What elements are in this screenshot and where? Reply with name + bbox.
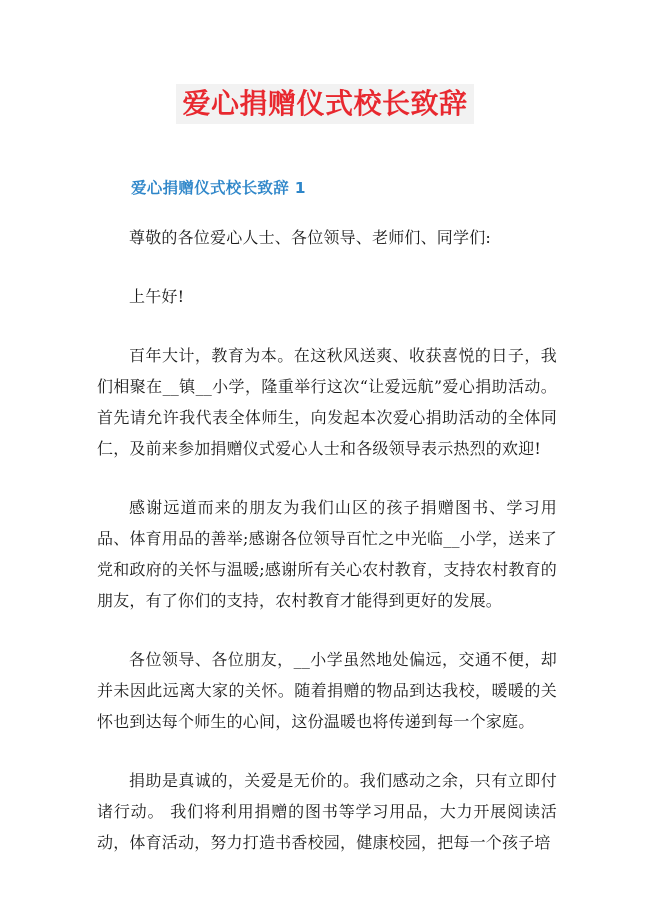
document-body	[97, 222, 557, 886]
body-paragraph: 捐助是真诚的，关爱是无价的。我们感动之余，只有立即付诸行动。 我们将利用捐赠的图书等学习用品，大力开展阅读活动，体育活动，努力打造书香校园，健康校园，把每一个孩子培	[97, 771, 557, 852]
body-paragraph: 感谢远道而来的朋友为我们山区的孩子捐赠图书、学习用品、体育用品的善举;感谢各位领导百忙之中光临__小学，送来了党和政府的关怀与温暖;感谢所有关心农村教育，支持农村教育的朋友，有了你们的支持，农村教育才能得到更好的发展。	[97, 498, 557, 610]
body-paragraph: 各位领导、各位朋友，__小学虽然地处偏远，交通不便，却并未因此远离大家的关怀。随着捐赠的物品到达我校，暖暖的关怀也到达每个师生的心间，这份温暖也将传递到每一个家庭。	[97, 650, 557, 731]
title-container	[0, 84, 650, 124]
section-heading: 爱心捐赠仪式校长致辞 1	[131, 179, 306, 197]
document-title: 爱心捐赠仪式校长致辞	[176, 84, 473, 124]
greeting-paragraph: 上午好!	[129, 287, 185, 306]
body-paragraph: 百年大计，教育为本。在这秋风送爽、收获喜悦的日子，我们相聚在__镇__小学，隆重举行这次“让爱远航”爱心捐助活动。首先请允许我代表全体师生，向发起本次爱心捐助活动的全体同仁，及前来参加捐赠仪式爱心人士和各级领导表示热烈的欢迎!	[97, 346, 557, 458]
salutation-paragraph: 尊敬的各位爱心人士、各位领导、老师们、同学们:	[129, 228, 491, 247]
